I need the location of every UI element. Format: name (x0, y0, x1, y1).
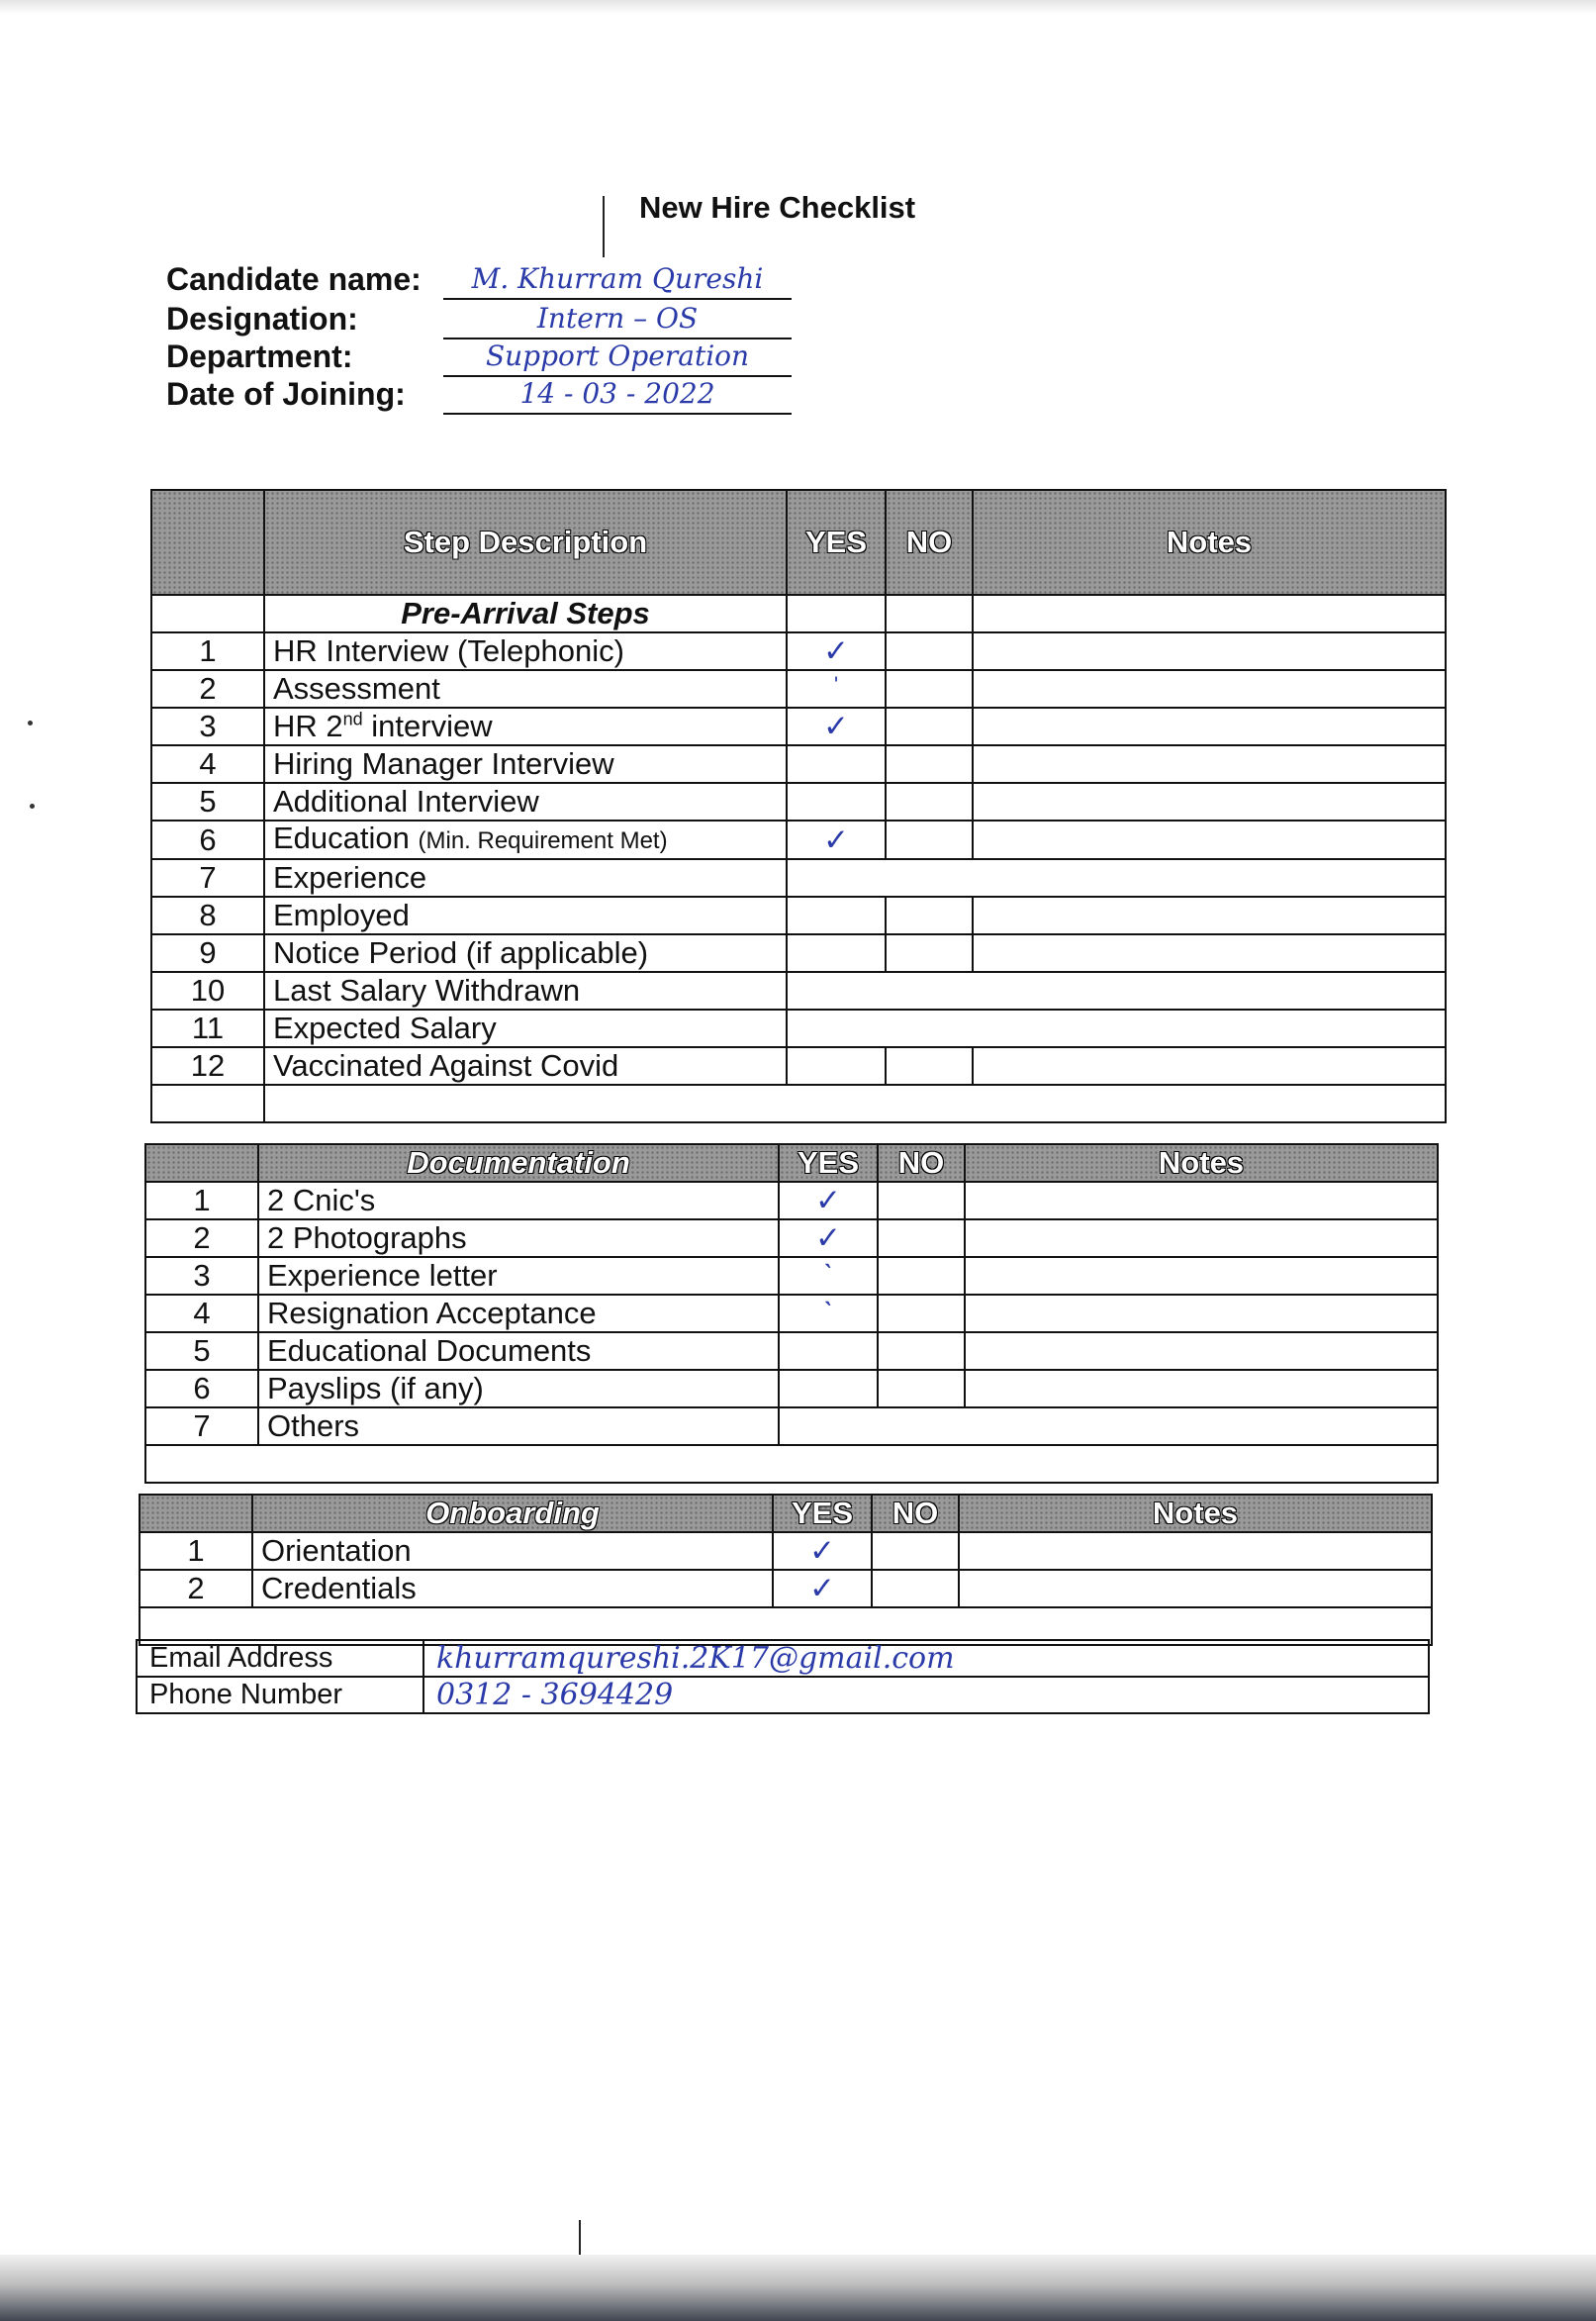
header-num-cell (145, 1144, 258, 1182)
blank-cell (151, 595, 264, 632)
row-number: 9 (151, 934, 264, 972)
row-number: 2 (145, 1219, 258, 1257)
row-number: 10 (151, 972, 264, 1010)
row-number: 3 (151, 708, 264, 745)
spacer-row (145, 1445, 1438, 1483)
fold-mark-top (603, 196, 605, 257)
yes-cell (787, 783, 886, 821)
header-no: NO (872, 1495, 959, 1532)
row-number: 1 (151, 632, 264, 670)
no-cell (886, 632, 973, 670)
step-label-text: Education (273, 821, 419, 855)
row-number: 4 (145, 1295, 258, 1332)
step-label: HR Interview (Telephonic) (264, 632, 787, 670)
department-label: Department: (166, 338, 353, 374)
no-cell (872, 1532, 959, 1570)
notes-cell (973, 783, 1446, 821)
joining-date-label: Date of Joining: (166, 376, 406, 412)
table-row (151, 972, 1446, 1010)
row-number: 5 (151, 783, 264, 821)
joining-date-line (443, 377, 792, 415)
header-yes: YES (787, 490, 886, 595)
table-row (145, 1295, 1438, 1332)
notes-cell (965, 1295, 1438, 1332)
step-label (264, 821, 787, 859)
row-number: 7 (145, 1407, 258, 1445)
header-no: NO (886, 490, 973, 595)
table-row (145, 1182, 1438, 1219)
no-cell (886, 934, 973, 972)
yes-cell (787, 897, 886, 934)
table-row (145, 1332, 1438, 1370)
phone-row (137, 1677, 1429, 1713)
joining-date-value: 14 - 03 - 2022 (519, 377, 715, 410)
department-row (166, 339, 799, 377)
no-cell (886, 821, 973, 859)
no-cell (878, 1257, 965, 1295)
row-number: 12 (151, 1047, 264, 1085)
yes-checkmark: ✓ (787, 632, 886, 670)
email-row (137, 1640, 1429, 1677)
table-row (151, 745, 1446, 783)
pre-arrival-title: Pre-Arrival Steps (264, 595, 787, 632)
notes-cell (965, 1257, 1438, 1295)
header-yes: YES (779, 1144, 878, 1182)
pre-arrival-header-row (151, 490, 1446, 595)
documentation-title: Documentation (258, 1144, 779, 1182)
step-label: Last Salary Withdrawn (264, 972, 787, 1010)
header-notes: Notes (973, 490, 1446, 595)
header-notes: Notes (965, 1144, 1438, 1182)
documentation-header-row (145, 1144, 1438, 1182)
blank-cell (151, 1085, 264, 1122)
step-label: Additional Interview (264, 783, 787, 821)
header-num-cell (140, 1495, 252, 1532)
no-cell (878, 1182, 965, 1219)
blank-cell (886, 595, 973, 632)
row-number: 5 (145, 1332, 258, 1370)
row-number: 3 (145, 1257, 258, 1295)
notes-cell (965, 1332, 1438, 1370)
table-row (151, 859, 1446, 897)
step-label (264, 708, 787, 745)
merged-answer-cell (787, 972, 1446, 1010)
pre-arrival-table (150, 489, 1447, 1123)
onboarding-header-row (140, 1495, 1432, 1532)
designation-row (166, 302, 799, 339)
step-label-note: (Min. Requirement Met) (418, 827, 668, 854)
document-label: Payslips (if any) (258, 1370, 779, 1407)
yes-checkmark: ✓ (787, 708, 886, 745)
step-label: Hiring Manager Interview (264, 745, 787, 783)
onboarding-label: Credentials (252, 1570, 773, 1607)
no-cell (878, 1295, 965, 1332)
no-cell (886, 745, 973, 783)
spacer-row (151, 1085, 1446, 1122)
table-row (140, 1532, 1432, 1570)
documentation-table (144, 1143, 1439, 1484)
no-cell (878, 1332, 965, 1370)
table-row (151, 1010, 1446, 1047)
page-title: New Hire Checklist (639, 190, 916, 225)
table-row (145, 1407, 1438, 1445)
row-number: 1 (140, 1532, 252, 1570)
step-label-text: HR 2 (273, 709, 343, 743)
no-cell (886, 897, 973, 934)
table-row (151, 897, 1446, 934)
notes-cell (973, 708, 1446, 745)
onboarding-table (139, 1494, 1433, 1646)
yes-checkmark: ✓ (773, 1532, 872, 1570)
document-label: Educational Documents (258, 1332, 779, 1370)
notes-cell (973, 1047, 1446, 1085)
yes-cell (779, 1332, 878, 1370)
designation-value: Intern – OS (536, 302, 699, 335)
notes-cell (965, 1370, 1438, 1407)
no-cell (886, 670, 973, 708)
yes-checkmark: ✓ (779, 1182, 878, 1219)
notes-cell (959, 1570, 1432, 1607)
notes-cell (973, 934, 1446, 972)
step-label: Assessment (264, 670, 787, 708)
scan-shadow-top (0, 0, 1596, 14)
scan-speck (30, 804, 35, 809)
row-number: 2 (140, 1570, 252, 1607)
blank-cell (973, 595, 1446, 632)
onboarding-label: Orientation (252, 1532, 773, 1570)
no-cell (878, 1370, 965, 1407)
candidate-name-value: M. Khurram Qureshi (471, 262, 764, 295)
pre-arrival-title-row (151, 595, 1446, 632)
candidate-name-label: Candidate name: (166, 261, 422, 297)
header-no: NO (878, 1144, 965, 1182)
row-number: 4 (151, 745, 264, 783)
notes-cell (973, 821, 1446, 859)
yes-checkmark: ✓ (787, 821, 886, 859)
row-number: 6 (145, 1370, 258, 1407)
yes-cell (787, 745, 886, 783)
document-label: Others (258, 1407, 779, 1445)
candidate-name-line (443, 262, 792, 300)
document-label: 2 Cnic's (258, 1182, 779, 1219)
table-row (145, 1257, 1438, 1295)
no-cell (872, 1570, 959, 1607)
no-cell (886, 783, 973, 821)
yes-cell (787, 1047, 886, 1085)
email-label: Email Address (137, 1640, 423, 1677)
merged-answer-cell (779, 1407, 1438, 1445)
candidate-name-row (166, 262, 799, 300)
header-yes: YES (773, 1495, 872, 1532)
notes-cell (973, 632, 1446, 670)
merged-answer-cell (787, 1010, 1446, 1047)
row-number: 6 (151, 821, 264, 859)
step-label-superscript: nd (342, 709, 363, 729)
header-notes: Notes (959, 1495, 1432, 1532)
contact-table (136, 1639, 1430, 1714)
onboarding-title: Onboarding (252, 1495, 773, 1532)
table-row (151, 821, 1446, 859)
no-cell (878, 1219, 965, 1257)
document-label: Resignation Acceptance (258, 1295, 779, 1332)
notes-cell (959, 1532, 1432, 1570)
yes-cell (779, 1370, 878, 1407)
blank-cell (145, 1445, 1438, 1483)
yes-checkmark: ✓ (773, 1570, 872, 1607)
step-label: Vaccinated Against Covid (264, 1047, 787, 1085)
step-label: Experience (264, 859, 787, 897)
scan-shadow-bottom (0, 2255, 1596, 2321)
designation-label: Designation: (166, 301, 358, 337)
table-row (145, 1370, 1438, 1407)
table-row (151, 934, 1446, 972)
yes-mark: ˋ (779, 1295, 878, 1332)
notes-cell (973, 745, 1446, 783)
step-label-suffix: interview (362, 709, 493, 743)
no-cell (886, 708, 973, 745)
step-label: Expected Salary (264, 1010, 787, 1047)
department-value: Support Operation (485, 339, 750, 372)
table-row (151, 1047, 1446, 1085)
notes-cell (965, 1219, 1438, 1257)
phone-label: Phone Number (137, 1677, 423, 1713)
joining-date-row (166, 377, 799, 415)
merged-answer-cell (787, 859, 1446, 897)
table-row (151, 670, 1446, 708)
notes-cell (973, 670, 1446, 708)
scan-speck (28, 721, 33, 725)
yes-checkmark: ✓ (779, 1219, 878, 1257)
row-number: 8 (151, 897, 264, 934)
table-row (151, 632, 1446, 670)
row-number: 2 (151, 670, 264, 708)
blank-cell (787, 595, 886, 632)
document-label: Experience letter (258, 1257, 779, 1295)
row-number: 1 (145, 1182, 258, 1219)
yes-cell (787, 934, 886, 972)
phone-value: 0312 - 3694429 (423, 1677, 1429, 1713)
no-cell (886, 1047, 973, 1085)
email-value: khurramqureshi.2K17@gmail.com (423, 1640, 1429, 1677)
notes-cell (973, 897, 1446, 934)
table-row (140, 1570, 1432, 1607)
header-num-cell (151, 490, 264, 595)
document-label: 2 Photographs (258, 1219, 779, 1257)
step-label: Notice Period (if applicable) (264, 934, 787, 972)
header-step-description: Step Description (264, 490, 787, 595)
table-row (151, 783, 1446, 821)
table-row (151, 708, 1446, 745)
row-number: 11 (151, 1010, 264, 1047)
table-row (145, 1219, 1438, 1257)
row-number: 7 (151, 859, 264, 897)
yes-mark: ˈ (787, 670, 886, 708)
notes-cell (965, 1182, 1438, 1219)
step-label: Employed (264, 897, 787, 934)
blank-cell (264, 1085, 1446, 1122)
yes-mark: ˋ (779, 1257, 878, 1295)
